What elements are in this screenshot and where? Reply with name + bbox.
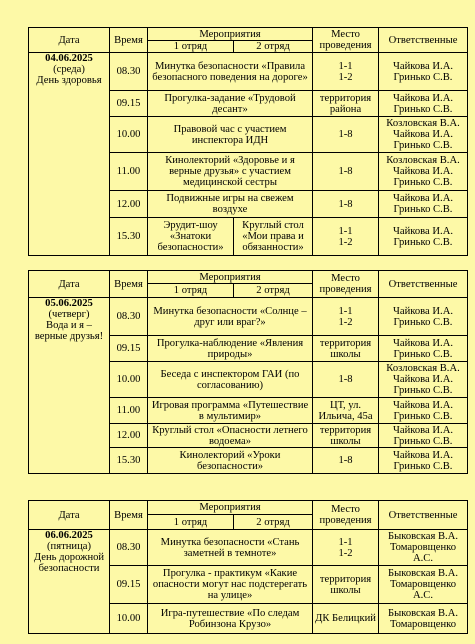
header-responsible: Ответственные xyxy=(379,271,468,298)
row-event: Кинолекторий «Здоровье и я верные друзья» с участием медицинской сестры xyxy=(148,153,313,191)
header-events: Мероприятия xyxy=(148,271,313,284)
row-place: 1-1 1-2 xyxy=(313,218,379,256)
row-event-squad1: Эрудит-шоу «Знатоки безопасности» xyxy=(148,218,234,256)
row-time: 10.00 xyxy=(110,117,148,153)
row-time: 08.30 xyxy=(110,53,148,91)
header-events: Мероприятия xyxy=(148,28,313,41)
day-theme: Вода и я – верные друзья! xyxy=(34,320,104,342)
row-responsible: Козловская В.А. Чайкова И.А. Гринько С.В. xyxy=(379,153,468,191)
row-responsible: Чайкова И.А. Гринько С.В. xyxy=(379,298,468,336)
row-event: Минутка безопасности «Правила безопасного поведения на дороге» xyxy=(148,53,313,91)
header-squad2: 2 отряд xyxy=(234,284,313,298)
header-events: Мероприятия xyxy=(148,501,313,515)
day-theme: День здоровья xyxy=(36,75,102,86)
row-event: Правовой час с участием инспектора ИДН xyxy=(148,117,313,153)
day-date-cell xyxy=(29,298,110,474)
row-place: 1-1 1-2 xyxy=(313,298,379,336)
header-place: Место проведения xyxy=(313,501,379,530)
row-place: 1-8 xyxy=(313,153,379,191)
row-event: Круглый стол «Опасности летнего водоема» xyxy=(148,424,313,448)
row-time: 10.00 xyxy=(110,604,148,634)
header-date: Дата xyxy=(29,271,110,298)
row-time: 12.00 xyxy=(110,191,148,218)
schedule-table-day2 xyxy=(28,270,468,474)
day-date-cell xyxy=(29,53,110,256)
row-event: Игра-путешествие «По следам Робинзона Крузо» xyxy=(148,604,313,634)
row-place: 1-8 xyxy=(313,117,379,153)
row-responsible: Козловская В.А. Чайкова И.А. Гринько С.В. xyxy=(379,362,468,398)
header-squad2: 2 отряд xyxy=(234,41,313,53)
day-weekday: (четверг) xyxy=(48,309,90,320)
row-place: 1-8 xyxy=(313,191,379,218)
row-event: Игровая программа «Путешествие в мультимир» xyxy=(148,398,313,424)
header-responsible: Ответственные xyxy=(379,28,468,53)
schedule-table-day3 xyxy=(28,500,468,634)
row-place: 1-1 1-2 xyxy=(313,530,379,566)
header-place: Место проведения xyxy=(313,28,379,53)
row-responsible: Чайкова И.А. Гринько С.В. xyxy=(379,91,468,117)
row-time: 10.00 xyxy=(110,362,148,398)
row-event: Прогулка - практикум «Какие опасности могут нас подстерегать на улице» xyxy=(148,566,313,604)
row-responsible: Чайкова И.А. Гринько С.В. xyxy=(379,191,468,218)
row-event: Минутка безопасности «Солнце – друг или враг?» xyxy=(148,298,313,336)
header-place: Место проведения xyxy=(313,271,379,298)
row-time: 09.15 xyxy=(110,336,148,362)
row-time: 09.15 xyxy=(110,566,148,604)
header-squad1: 1 отряд xyxy=(148,284,234,298)
header-time: Время xyxy=(110,28,148,53)
header-squad1: 1 отряд xyxy=(148,41,234,53)
header-squad1: 1 отряд xyxy=(148,515,234,530)
row-event: Кинолекторий «Уроки безопасности» xyxy=(148,448,313,474)
header-time: Время xyxy=(110,271,148,298)
day-theme: День дорожной безопасности xyxy=(33,552,105,574)
row-time: 08.30 xyxy=(110,530,148,566)
row-place: 1-1 1-2 xyxy=(313,53,379,91)
row-place: территория района xyxy=(313,91,379,117)
day-weekday: (пятница) xyxy=(47,541,91,552)
row-time: 08.30 xyxy=(110,298,148,336)
row-event: Подвижные игры на свежем воздухе xyxy=(148,191,313,218)
header-date: Дата xyxy=(29,28,110,53)
header-responsible: Ответственные xyxy=(379,501,468,530)
row-responsible: Быковская В.А. Томаровщенко xyxy=(379,604,468,634)
row-responsible: Чайкова И.А. Гринько С.В. xyxy=(379,398,468,424)
day-date: 06.06.2025 xyxy=(45,530,93,541)
row-place: территория школы xyxy=(313,336,379,362)
day-weekday: (среда) xyxy=(53,64,85,75)
row-responsible: Быковская В.А. Томаровщенко А.С. xyxy=(379,566,468,604)
row-place: 1-8 xyxy=(313,448,379,474)
row-place: территория школы xyxy=(313,424,379,448)
day-date: 04.06.2025 xyxy=(45,53,93,64)
row-responsible: Чайкова И.А. Гринько С.В. xyxy=(379,424,468,448)
row-place: ДК Белицкий xyxy=(313,604,379,634)
row-responsible: Чайкова И.А. Гринько С.В. xyxy=(379,218,468,256)
row-event: Беседа с инспектором ГАИ (по согласованию) xyxy=(148,362,313,398)
row-responsible: Козловская В.А. Чайкова И.А. Гринько С.В. xyxy=(379,117,468,153)
row-event: Прогулка-задание «Трудовой десант» xyxy=(148,91,313,117)
row-time: 12.00 xyxy=(110,424,148,448)
row-event: Прогулка-наблюдение «Явления природы» xyxy=(148,336,313,362)
header-squad2: 2 отряд xyxy=(234,515,313,530)
row-event-squad2: Круглый стол «Мои права и обязанности» xyxy=(234,218,313,256)
row-time: 15.30 xyxy=(110,448,148,474)
row-place: 1-8 xyxy=(313,362,379,398)
row-time: 15.30 xyxy=(110,218,148,256)
row-time: 09.15 xyxy=(110,91,148,117)
row-time: 11.00 xyxy=(110,398,148,424)
row-event: Минутка безопасности «Стань заметней в темноте» xyxy=(148,530,313,566)
row-place: ЦТ, ул. Ильича, 45а xyxy=(313,398,379,424)
day-date-cell xyxy=(29,530,110,634)
row-responsible: Чайкова И.А. Гринько С.В. xyxy=(379,336,468,362)
schedule-table-day1 xyxy=(28,27,468,256)
header-time: Время xyxy=(110,501,148,530)
row-place: территория школы xyxy=(313,566,379,604)
row-responsible: Чайкова И.А. Гринько С.В. xyxy=(379,448,468,474)
row-time: 11.00 xyxy=(110,153,148,191)
day-date: 05.06.2025 xyxy=(45,298,93,309)
row-responsible: Быковская В.А. Томаровщенко А.С. xyxy=(379,530,468,566)
header-date: Дата xyxy=(29,501,110,530)
row-responsible: Чайкова И.А. Гринько С.В. xyxy=(379,53,468,91)
